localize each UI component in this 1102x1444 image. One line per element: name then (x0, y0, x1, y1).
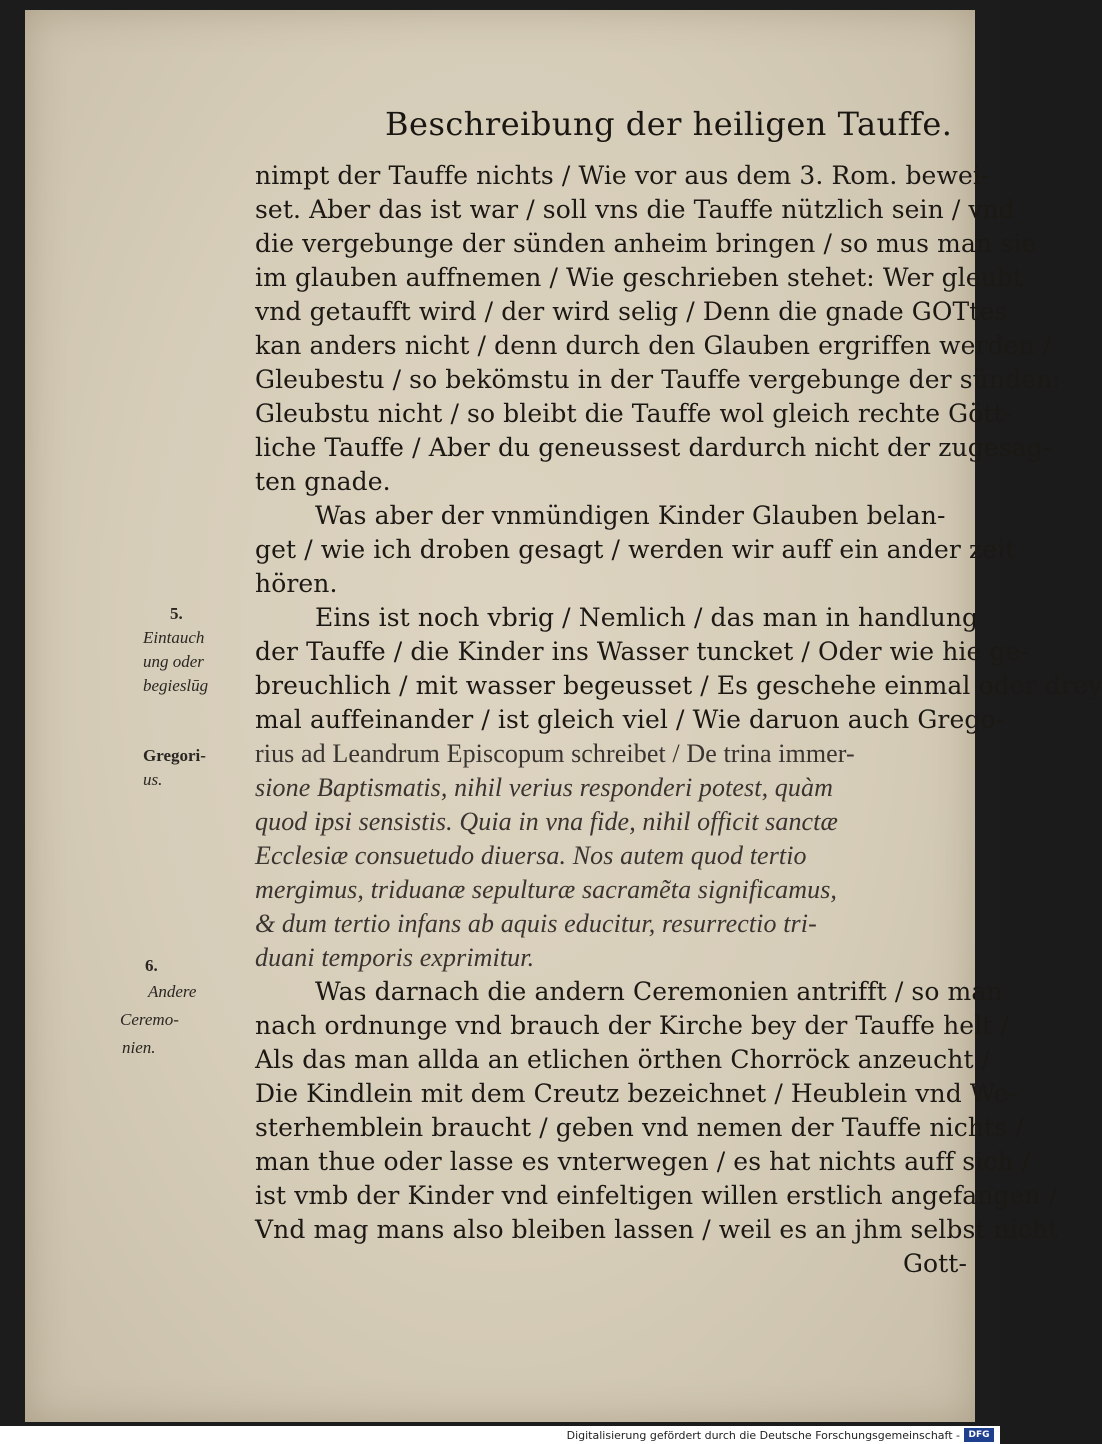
margin-note-number: 6. (145, 956, 158, 975)
margin-note: begieslūg (143, 676, 209, 695)
catchword: Gott- (902, 1249, 967, 1278)
running-header: Beschreibung der heiligen Tauffe. (385, 105, 953, 143)
funding-credit: Digitalisierung gefördert durch die Deutsche Forschungsgemeinschaft - (566, 1429, 960, 1442)
text-line: quod ipsi sensistis. Quia in vna fide, nihil officit sanctæ (255, 807, 838, 836)
text-line: nach ordnunge vnd brauch der Kirche bey der Tauffe helt / (255, 1011, 1010, 1040)
text-line: Gleubstu nicht / so bleibt die Tauffe wol gleich rechte Gött- (255, 399, 1013, 428)
text-line: liche Tauffe / Aber du geneussest dardurch nicht der zugesag- (255, 433, 1052, 462)
margin-note: ung oder (143, 652, 204, 671)
text-line: & dum tertio infans ab aquis educitur, resurrectio tri- (255, 909, 817, 938)
text-line: ist vmb der Kinder vnd einfeltigen willen erstlich angefangen / (255, 1181, 1058, 1210)
margin-note: us. (143, 770, 163, 789)
text-line: Was aber der vnmündigen Kinder Glauben belan- (315, 501, 946, 530)
text-line: rius ad Leandrum Episcopum schreibet / De trina immer- (255, 739, 855, 768)
text-line: mergimus, triduanæ sepulturæ sacramẽta significamus, (255, 875, 838, 904)
margin-note: Andere (148, 982, 197, 1001)
text-line: Eins ist noch vbrig / Nemlich / das man in handlung (315, 603, 979, 632)
text-line: im glauben auffnemen / Wie geschrieben stehet: Wer gleubt (255, 263, 1024, 292)
text-line: duani temporis exprimitur. (255, 943, 535, 972)
text-line: kan anders nicht / denn durch den Glauben ergriffen werden / (255, 331, 1052, 360)
text-line: der Tauffe / die Kinder ins Wasser tuncket / Oder wie hie ge- (255, 637, 1029, 666)
text-line: Ecclesiæ consuetudo diuersa. Nos autem quod tertio (255, 841, 807, 870)
text-line: man thue oder lasse es vnterwegen / es hat nichts auff sich / (255, 1147, 1031, 1176)
text-line: breuchlich / mit wasser begeusset / Es geschehe einmal oder drey (255, 671, 1102, 700)
text-line: Als das man allda an etlichen örthen Chorröck anzeucht / (255, 1045, 991, 1074)
text-line: get / wie ich droben gesagt / werden wir auff ein ander zeit (255, 535, 1016, 564)
text-line: set. Aber das ist war / soll vns die Tauffe nützlich sein / vnd (255, 195, 1015, 224)
book-page (25, 10, 1102, 1422)
margin-note-number: 5. (170, 604, 183, 623)
text-line: nimpt der Tauffe nichts / Wie vor aus dem 3. Rom. bewei- (255, 161, 990, 190)
margin-note: Gregori- (143, 746, 206, 765)
margin-note: Ceremo- (120, 1010, 179, 1029)
text-line: sterhemblein braucht / geben vnd nemen der Tauffe nichts / (255, 1113, 1024, 1142)
dfg-logo: DFG (964, 1428, 994, 1442)
margin-note: Eintauch (143, 628, 205, 647)
text-line: sione Baptismatis, nihil verius responderi potest, quàm (255, 773, 833, 802)
margin-note: nien. (122, 1038, 156, 1057)
text-line: hören. (255, 569, 338, 598)
text-line: mal auffeinander / ist gleich viel / Wie daruon auch Grego- (255, 705, 1005, 734)
text-line: Gleubestu / so bekömstu in der Tauffe vergebunge der sünden: (255, 365, 1061, 394)
text-line: vnd getaufft wird / der wird selig / Denn die gnade GOTtes (255, 297, 1008, 326)
text-line: Vnd mag mans also bleiben lassen / weil es an jhm selbst nicht (255, 1215, 1059, 1244)
text-line: ten gnade. (255, 467, 391, 496)
text-line: Was darnach die andern Ceremonien antrifft / so man (315, 977, 1003, 1006)
text-line: die vergebunge der sünden anheim bringen / so mus man sie (255, 229, 1037, 258)
text-line: Die Kindlein mit dem Creutz bezeichnet / Heublein vnd We- (255, 1079, 1018, 1108)
